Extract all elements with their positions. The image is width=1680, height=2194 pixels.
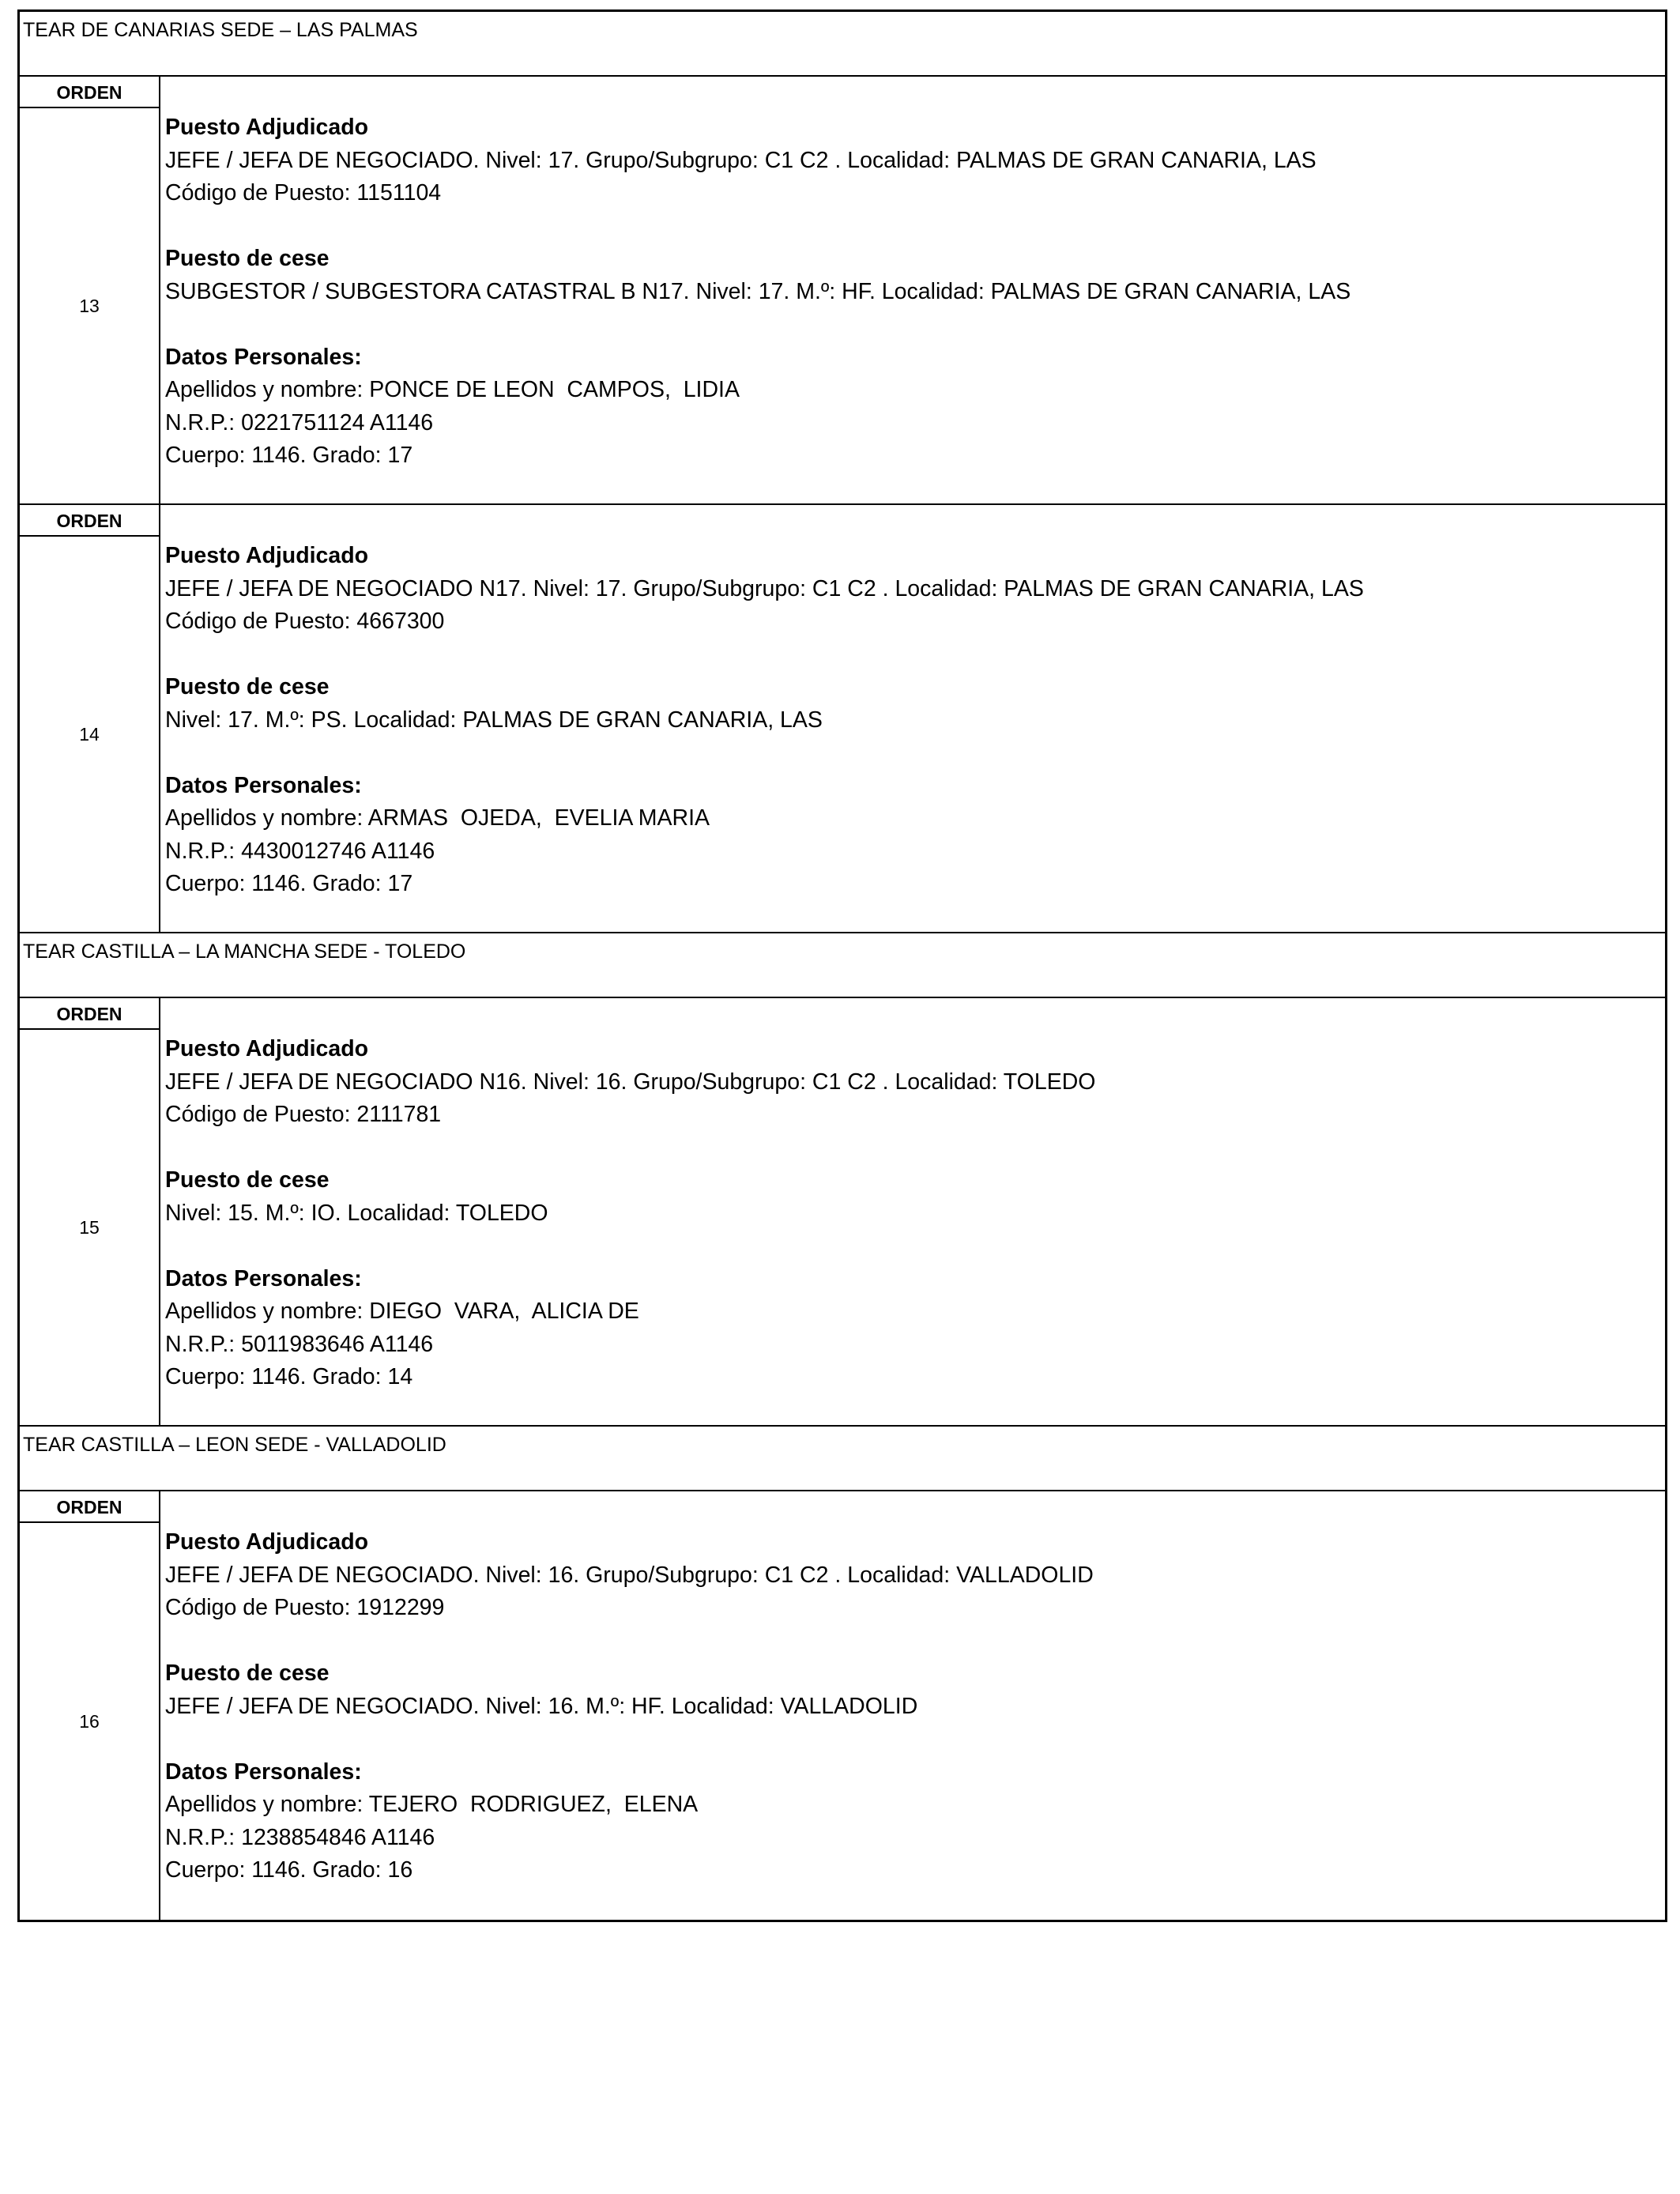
- apellidos-nombre: Apellidos y nombre: TEJERO RODRIGUEZ, ELENA: [165, 1792, 699, 1817]
- orden-number: 14: [79, 723, 100, 745]
- nrp: N.R.P.: 4430012746 A1146: [165, 838, 435, 864]
- cuerpo-grado: Cuerpo: 1146. Grado: 17: [165, 871, 413, 896]
- puesto-adjudicado-desc: JEFE / JEFA DE NEGOCIADO. Nivel: 16. Grupo/Subgrupo: C1 C2 . Localidad: VALLADOLID: [165, 1562, 1094, 1588]
- orden-column: [20, 1491, 160, 1920]
- table-row: [20, 998, 1665, 1427]
- nrp: N.R.P.: 5011983646 A1146: [165, 1331, 434, 1357]
- codigo-puesto: Código de Puesto: 4667300: [165, 609, 445, 634]
- puesto-cese-heading: Puesto de cese: [165, 674, 330, 699]
- table-row: [20, 505, 1665, 933]
- orden-number: 13: [79, 295, 100, 316]
- puesto-adjudicado-desc: JEFE / JEFA DE NEGOCIADO. Nivel: 17. Grupo/Subgrupo: C1 C2 . Localidad: PALMAS DE GRAN CANARIA, LAS: [165, 147, 1317, 173]
- orden-column: [20, 998, 160, 1425]
- orden-label: ORDEN: [20, 77, 159, 108]
- cuerpo-grado: Cuerpo: 1146. Grado: 16: [165, 1857, 413, 1883]
- puesto-cese-heading: Puesto de cese: [165, 1661, 330, 1686]
- orden-column: [20, 77, 160, 503]
- datos-personales-heading: Datos Personales:: [165, 1265, 362, 1291]
- orden-number: 16: [79, 1710, 100, 1732]
- datos-personales-heading: Datos Personales:: [165, 1759, 362, 1785]
- orden-label: ORDEN: [20, 505, 159, 537]
- puesto-adjudicado-heading: Puesto Adjudicado: [165, 543, 369, 568]
- datos-personales-heading: Datos Personales:: [165, 772, 362, 798]
- apellidos-nombre: Apellidos y nombre: ARMAS OJEDA, EVELIA MARIA: [165, 805, 710, 831]
- document-table: [17, 9, 1667, 1922]
- entry-details: [160, 77, 1665, 503]
- puesto-cese-heading: Puesto de cese: [165, 246, 330, 271]
- puesto-cese-heading: Puesto de cese: [165, 1167, 330, 1193]
- codigo-puesto: Código de Puesto: 2111781: [165, 1102, 442, 1127]
- apellidos-nombre: Apellidos y nombre: PONCE DE LEON CAMPOS, LIDIA: [165, 377, 740, 402]
- codigo-puesto: Código de Puesto: 1912299: [165, 1595, 445, 1620]
- puesto-cese-desc: Nivel: 17. M.º: PS. Localidad: PALMAS DE GRAN CANARIA, LAS: [165, 707, 823, 733]
- orden-label: ORDEN: [20, 1491, 159, 1523]
- orden-label: ORDEN: [20, 998, 159, 1030]
- apellidos-nombre: Apellidos y nombre: DIEGO VARA, ALICIA DE: [165, 1299, 639, 1324]
- datos-personales-heading: Datos Personales:: [165, 344, 362, 370]
- orden-column: [20, 505, 160, 932]
- puesto-adjudicado-heading: Puesto Adjudicado: [165, 1036, 369, 1061]
- orden-number: 15: [79, 1216, 100, 1238]
- puesto-adjudicado-heading: Puesto Adjudicado: [165, 115, 369, 140]
- section-header: TEAR CASTILLA – LEON SEDE - VALLADOLID: [20, 1427, 1665, 1491]
- puesto-adjudicado-desc: JEFE / JEFA DE NEGOCIADO N16. Nivel: 16. Grupo/Subgrupo: C1 C2 . Localidad: TOLEDO: [165, 1069, 1096, 1095]
- puesto-adjudicado-desc: JEFE / JEFA DE NEGOCIADO N17. Nivel: 17. Grupo/Subgrupo: C1 C2 . Localidad: PALMAS DE GRAN CANARIA, LAS: [165, 575, 1364, 601]
- table-row: [20, 77, 1665, 505]
- nrp: N.R.P.: 1238854846 A1146: [165, 1824, 435, 1850]
- puesto-cese-desc: Nivel: 15. M.º: IO. Localidad: TOLEDO: [165, 1200, 548, 1226]
- table-row: [20, 1491, 1665, 1920]
- puesto-cese-desc: SUBGESTOR / SUBGESTORA CATASTRAL B N17. Nivel: 17. M.º: HF. Localidad: PALMAS DE GRAN CANARIA, LAS: [165, 278, 1351, 304]
- puesto-adjudicado-heading: Puesto Adjudicado: [165, 1529, 369, 1555]
- puesto-cese-desc: JEFE / JEFA DE NEGOCIADO. Nivel: 16. M.º: HF. Localidad: VALLADOLID: [165, 1693, 918, 1719]
- nrp: N.R.P.: 0221751124 A1146: [165, 409, 434, 435]
- cuerpo-grado: Cuerpo: 1146. Grado: 14: [165, 1364, 413, 1389]
- entry-details: [160, 998, 1665, 1425]
- codigo-puesto: Código de Puesto: 1151104: [165, 180, 442, 205]
- cuerpo-grado: Cuerpo: 1146. Grado: 17: [165, 443, 413, 468]
- entry-details: [160, 1491, 1665, 1920]
- entry-details: [160, 505, 1665, 932]
- section-header: TEAR DE CANARIAS SEDE – LAS PALMAS: [20, 12, 1665, 77]
- section-header: TEAR CASTILLA – LA MANCHA SEDE - TOLEDO: [20, 933, 1665, 998]
